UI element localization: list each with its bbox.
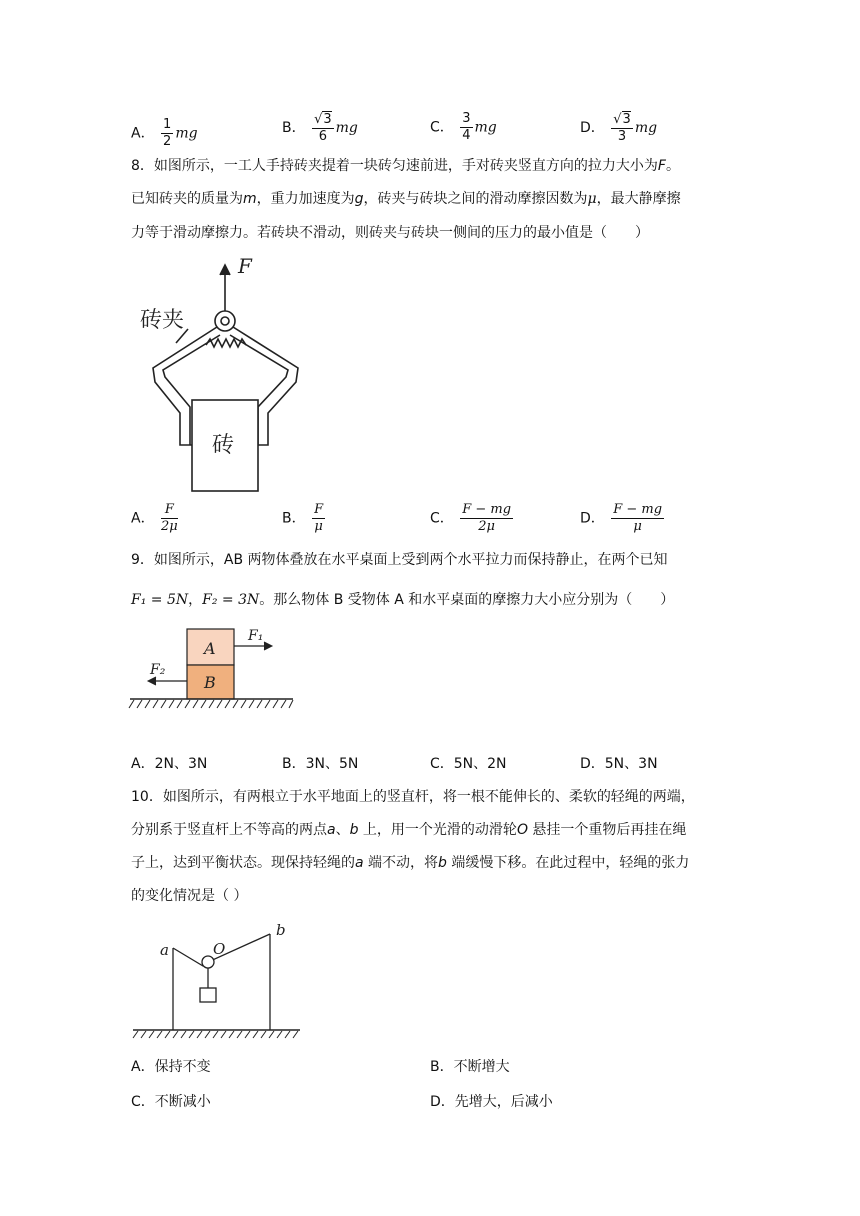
f2-value: F₂ = 3N (202, 592, 260, 608)
text: 的变化情况是（ ） (131, 888, 248, 904)
q10-stem-line1 (131, 787, 695, 807)
clamp-label: 砖夹 (140, 308, 185, 333)
fraction (460, 502, 513, 535)
text: 力等于滑动摩擦力。若砖块不滑动，则砖夹与砖块一侧间的压力的最小值是（ ） (131, 225, 649, 241)
option-label: A． (131, 125, 155, 142)
q8-option-b (282, 502, 327, 535)
q10-option-d: D．先增大，后减小 (430, 1094, 553, 1110)
text: 子上，达到平衡状态。现保持轻绳的 (131, 855, 355, 871)
point-b: b (438, 855, 447, 871)
denominator: μ (314, 519, 323, 534)
q9-stem-line2 (131, 590, 674, 610)
q8-option-d (580, 502, 666, 535)
text: ， (188, 592, 203, 608)
numerator: √3 (613, 112, 631, 127)
numerator: √3 (314, 112, 332, 127)
q10-option-b: B．不断增大 (430, 1059, 510, 1075)
pulley-label: O (213, 940, 226, 958)
var-g: g (354, 191, 364, 207)
pulley-o: O (516, 822, 528, 838)
point-b-label: b (276, 921, 286, 939)
point-b: b (349, 822, 359, 838)
point-a-label: a (160, 941, 169, 959)
mg-term: mg (175, 125, 198, 142)
block-a-label: A (204, 639, 216, 658)
q9-stem-line1 (131, 550, 668, 570)
option-label: D． (580, 510, 605, 527)
numerator: F − mg (613, 502, 663, 517)
block-b-label: B (204, 673, 216, 692)
denominator: 6 (318, 129, 327, 144)
text: 已知砖夹的质量为 (131, 191, 243, 207)
point-a: a (327, 822, 336, 838)
text: 端不动，将 (363, 855, 439, 871)
f1-label: F₁ (248, 628, 264, 644)
q7-option-b (282, 111, 358, 145)
q9-option-a: A．2N、3N (131, 756, 208, 772)
q10-option-a: A．保持不变 (131, 1059, 211, 1075)
mg-term: mg (474, 119, 497, 136)
fraction (611, 111, 633, 145)
numerator: 1 (163, 117, 172, 132)
text: 9．如图所示，AB 两物体叠放在水平桌面上受到两个水平拉力而保持静止，在两个已知 (131, 552, 668, 568)
denominator: 2μ (478, 519, 496, 534)
q7-option-a (131, 117, 198, 150)
fraction (161, 502, 178, 535)
var-mu: μ (587, 191, 597, 207)
mg-term: mg (335, 120, 358, 136)
numerator: F (161, 502, 178, 519)
q10-stem-line4 (131, 886, 247, 906)
text: 端缓慢下移。在此过程中，轻绳的张力 (446, 855, 690, 871)
text: 上，用一个光滑的动滑轮 (358, 822, 517, 838)
q10-option-c: C．不断减小 (131, 1094, 211, 1110)
fraction (161, 117, 173, 150)
pulley-rope-figure (128, 920, 303, 1045)
numerator: 3 (462, 111, 471, 126)
q8-option-a (131, 502, 180, 535)
q9-option-d: D．5N、3N (580, 756, 658, 772)
q9-option-b: B．3N、5N (282, 756, 359, 772)
text: 10．如图所示，有两根立于水平地面上的竖直杆，将一根不能伸长的、柔软的轻绳的两端， (131, 789, 695, 805)
radicand: 3 (622, 112, 631, 127)
option-label: B． (282, 120, 306, 136)
q9-option-c: C．5N、2N (430, 756, 507, 772)
numerator: F − mg (462, 502, 512, 517)
var-f: F (657, 158, 666, 174)
text: ，重力加速度为 (256, 191, 355, 207)
text: ，砖夹与砖块之间的滑动摩擦因数为 (363, 191, 588, 207)
fraction (460, 111, 472, 144)
q8-stem-line3 (131, 223, 649, 243)
brick-label: 砖 (212, 433, 235, 458)
fraction (312, 111, 334, 145)
fraction (611, 502, 664, 535)
text: 。那么物体 B 受物体 A 和水平桌面的摩擦力大小应分别为（ ） (259, 592, 675, 608)
option-label: B． (282, 510, 306, 527)
numerator: F (314, 502, 324, 517)
force-label: F (238, 255, 252, 278)
var-m: m (243, 191, 257, 207)
radicand: 3 (323, 112, 332, 127)
f2-label: F₂ (150, 662, 166, 678)
denominator: 2 (163, 134, 172, 149)
text: 、 (335, 822, 350, 838)
option-label: A． (131, 510, 155, 527)
q10-stem-line3 (131, 853, 689, 873)
mg-term: mg (634, 120, 658, 136)
denominator: 4 (462, 128, 471, 143)
denominator: μ (633, 519, 642, 534)
text: ，最大静摩擦 (596, 191, 681, 207)
option-label: C． (430, 510, 454, 527)
fraction (312, 502, 325, 535)
text: 悬挂一个重物后再挂在绳 (527, 822, 687, 838)
text: 8．如图所示，一工人手持砖夹提着一块砖匀速前进，手对砖夹竖直方向的拉力大小为 (131, 158, 658, 174)
q8-stem-line2 (131, 189, 681, 209)
q7-option-d (580, 111, 657, 145)
text: 。 (665, 158, 680, 174)
brick-clamp-figure (128, 255, 328, 495)
denominator: 2μ (161, 519, 178, 534)
option-label: D． (580, 120, 605, 136)
q7-option-c (430, 111, 497, 144)
point-a: a (355, 855, 364, 871)
f1-value: F₁ = 5N (131, 592, 189, 608)
q8-option-c (430, 502, 515, 535)
q8-stem-line1 (131, 156, 680, 176)
text: 分别系于竖直杆上不等高的两点 (131, 822, 327, 838)
option-label: C． (430, 119, 454, 136)
stacked-blocks-figure (128, 624, 298, 719)
denominator: 3 (617, 129, 627, 144)
q10-stem-line2 (131, 820, 686, 840)
